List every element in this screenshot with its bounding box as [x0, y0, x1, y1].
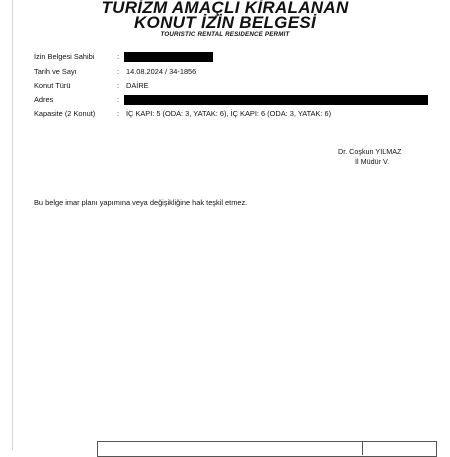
redaction-bar	[124, 95, 428, 105]
field-label: Adres	[34, 95, 54, 104]
field-value: DAİRE	[126, 81, 149, 90]
field-label: Konut Türü	[34, 81, 71, 90]
title-line-1: TURİZM AMAÇLI KİRALANAN	[101, 0, 349, 17]
field-value: İÇ KAPI: 5 (ODA: 3, YATAK: 6), İÇ KAPI: 6 (ODA: 3, YATAK: 6)	[126, 109, 332, 118]
signatory-name: Dr. Coşkun YILMAZ	[338, 147, 402, 156]
bottom-table-frame	[97, 441, 437, 457]
subtitle: TOURISTIC RENTAL RESIDENCE PERMIT	[160, 31, 290, 38]
field-colon: :	[117, 67, 120, 76]
field-label: Tarih ve Sayı	[34, 67, 77, 76]
page-edge-line	[12, 0, 13, 450]
field-colon: :	[117, 109, 120, 118]
field-colon: :	[117, 95, 120, 104]
field-value: 14.08.2024 / 34-1856	[126, 67, 197, 76]
field-colon: :	[117, 52, 120, 61]
redaction-bar	[124, 52, 213, 62]
legal-note: Bu belge imar planı yapımına veya değişikliğine hak teşkil etmez.	[34, 198, 248, 207]
bottom-table-divider	[362, 441, 363, 455]
field-colon: :	[117, 81, 120, 90]
signatory-title: İl Müdür V.	[355, 157, 390, 166]
field-label: Kapasite (2 Konut)	[34, 109, 96, 118]
field-label: İzin Belgesi Sahibi	[34, 52, 95, 61]
title-line-2: KONUT İZİN BELGESİ	[133, 13, 316, 32]
